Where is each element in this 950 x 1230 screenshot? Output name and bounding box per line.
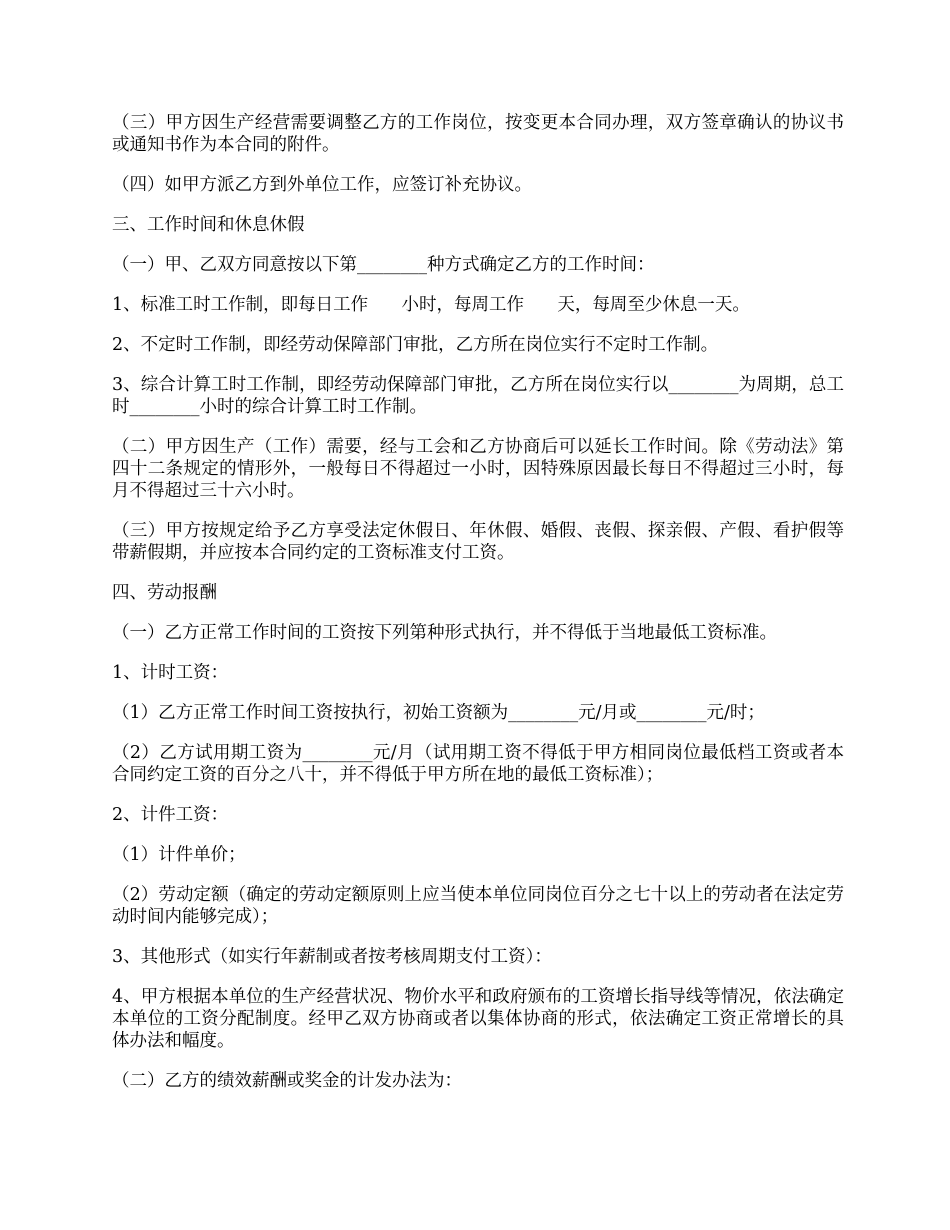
paragraph-labor-quota: （2）劳动定额（确定的劳动定额原则上应当使本单位同岗位百分之七十以上的劳动者在法定劳动时间内能够完成）； — [112, 885, 844, 927]
section-heading-remuneration: 四、劳动报酬 — [112, 583, 217, 603]
paragraph-overtime: （二）甲方因生产（工作）需要，经与工会和乙方协商后可以延长工作时间。除《劳动法》第四十二条规定的情形外，一般每日不得超过一小时，因特殊原因最长每日不得超过三小时，每月不得超过三十六小时。 — [112, 437, 844, 501]
paragraph-wage-growth: 4、甲方根据本单位的生产经营状况、物价水平和政府颁布的工资增长指导线等情况，依法确定本单位的工资分配制度。经甲乙双方协商或者以集体协商的形式，依法确定工资正常增长的具体办法和幅度。 — [112, 987, 844, 1051]
paragraph-time-wage: 1、计时工资： — [112, 663, 229, 683]
paragraph-paid-leave: （三）甲方按规定给予乙方享受法定休假日、年休假、婚假、丧假、探亲假、产假、看护假等带薪假期，并应按本合同约定的工资标准支付工资。 — [112, 521, 844, 563]
paragraph-piece-rate: （1）计件单价； — [112, 845, 246, 865]
paragraph-initial-wage: （1）乙方正常工作时间工资按执行，初始工资额为________元/月或________元/时； — [112, 703, 765, 723]
paragraph-other-forms: 3、其他形式（如实行年薪制或者按考核周期支付工资）： — [112, 947, 552, 967]
paragraph-adjust-position: （三）甲方因生产经营需要调整乙方的工作岗位，按变更本合同办理，双方签章确认的协议书或通知书作为本合同的附件。 — [112, 113, 844, 155]
paragraph-probation-wage: （2）乙方试用期工资为________元/月（试用期工资不得低于甲方相同岗位最低档工资或者本合同约定工资的百分之八十，并不得低于甲方所在地的最低工资标准）； — [112, 743, 844, 785]
paragraph-external-assignment: （四）如甲方派乙方到外单位工作，应签订补充协议。 — [112, 175, 532, 195]
paragraph-comprehensive-hours: 3、综合计算工时工作制，即经劳动保障部门审批，乙方所在岗位实行以________为周期，总工时________小时的综合计算工时工作制。 — [112, 375, 844, 417]
document-page — [112, 112, 844, 1110]
paragraph-piece-wage: 2、计件工资： — [112, 805, 229, 825]
paragraph-standard-hours: 1、标准工时工作制，即每日工作 小时，每周工作 天，每周至少休息一天。 — [112, 295, 750, 315]
paragraph-working-time-method: （一）甲、乙双方同意按以下第________种方式确定乙方的工作时间： — [112, 255, 655, 275]
paragraph-flexible-hours: 2、不定时工作制，即经劳动保障部门审批，乙方所在岗位实行不定时工作制。 — [112, 335, 719, 355]
paragraph-wage-form: （一）乙方正常工作时间的工资按下列第种形式执行，并不得低于当地最低工资标准。 — [112, 623, 777, 643]
section-heading-working-hours: 三、工作时间和休息休假 — [112, 215, 305, 235]
paragraph-performance-pay: （二）乙方的绩效薪酬或奖金的计发办法为： — [112, 1071, 462, 1091]
